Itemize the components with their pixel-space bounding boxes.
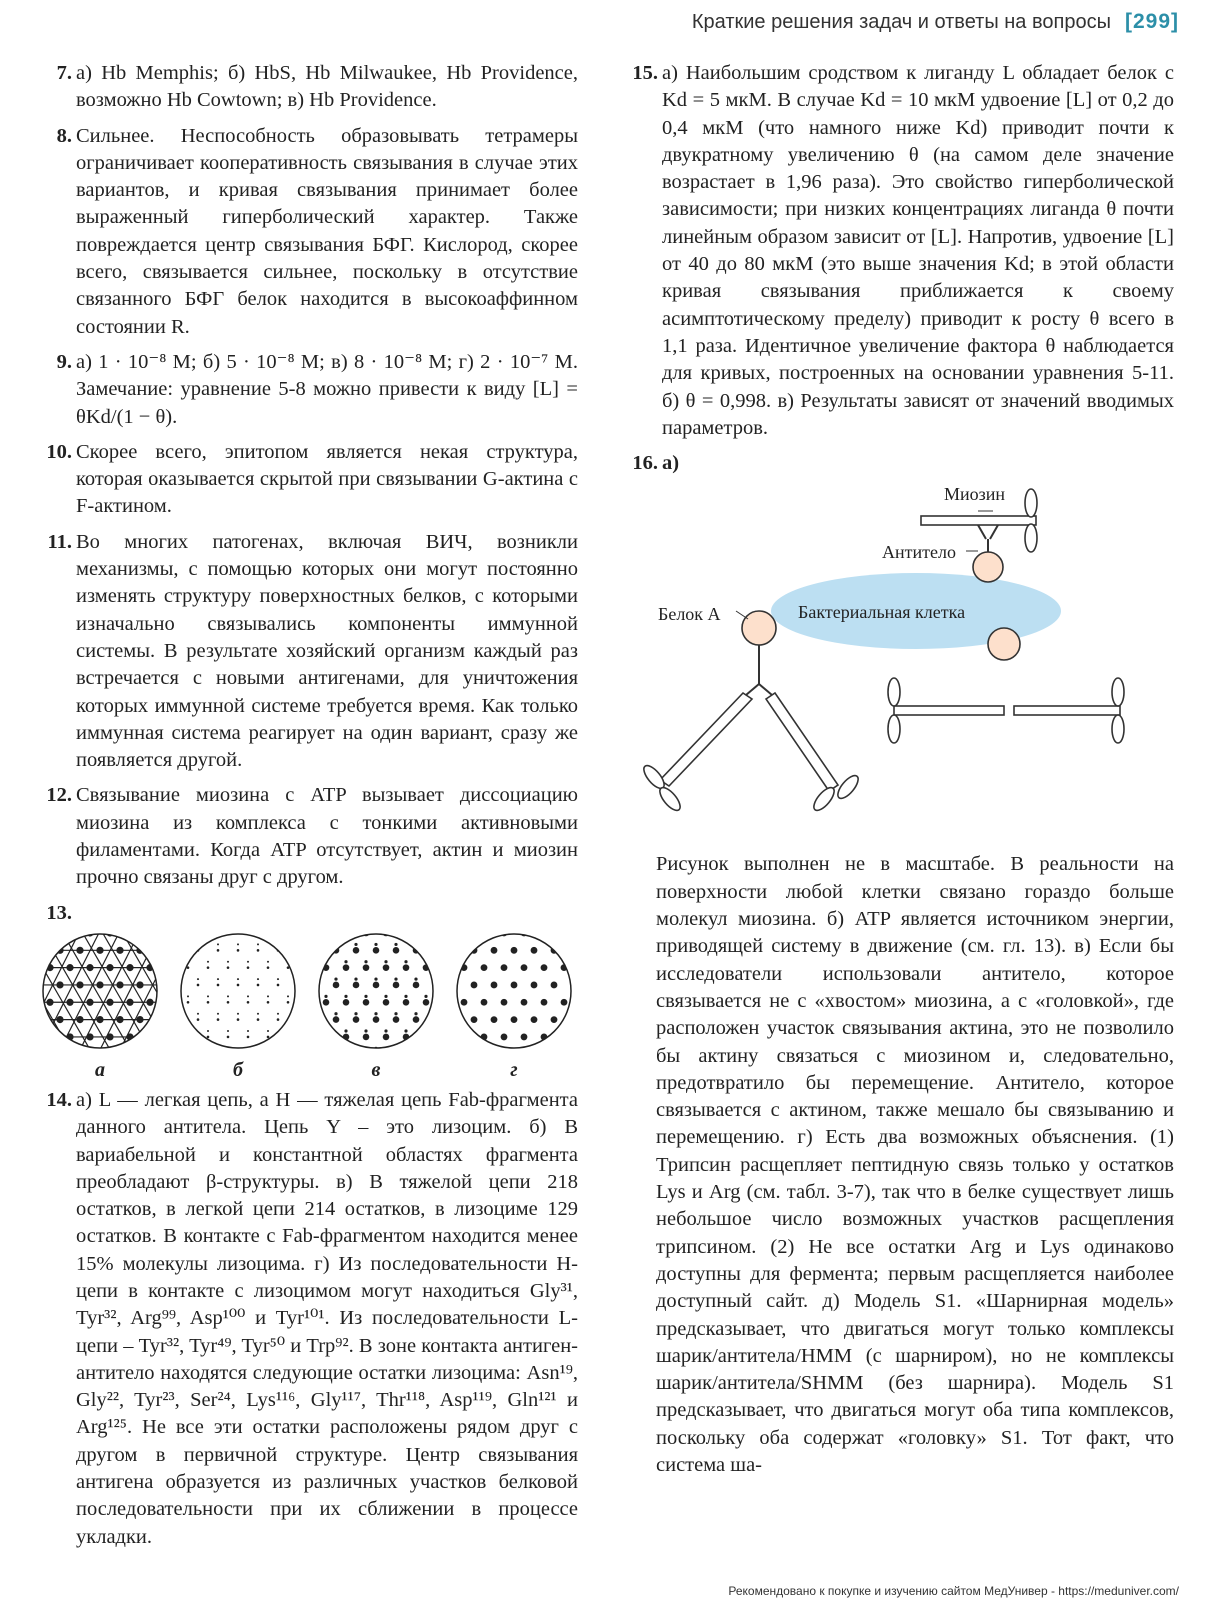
lattice-point xyxy=(344,995,347,998)
lattice-point xyxy=(373,1016,380,1023)
lattice-point xyxy=(541,964,548,971)
answer-16 xyxy=(626,450,1174,477)
lattice-point xyxy=(127,931,133,936)
running-title: Краткие решения задач и ответы на вопросы xyxy=(691,10,1111,33)
lattice-circle-v xyxy=(316,931,436,1051)
lattice-point xyxy=(117,947,123,953)
lattice-point xyxy=(354,977,357,980)
lattice-point xyxy=(316,947,319,954)
lattice-point xyxy=(67,931,73,936)
lattice-point xyxy=(461,931,468,936)
lattice-point xyxy=(277,1013,279,1015)
lattice-point xyxy=(383,999,390,1006)
lattice-point xyxy=(481,964,488,971)
lattice-point xyxy=(511,1016,518,1023)
lattice-point xyxy=(147,1034,153,1040)
lattice-point xyxy=(197,984,200,987)
lattice-point xyxy=(227,1036,230,1039)
lattice-point xyxy=(87,999,93,1005)
lattice-point xyxy=(471,981,478,988)
lattice-point xyxy=(413,982,420,989)
answer-16-continued xyxy=(626,851,1174,1479)
answer-number: 15. xyxy=(632,62,658,84)
figure-13 xyxy=(40,931,578,1081)
lattice-point xyxy=(551,981,558,988)
lattice-point xyxy=(77,982,83,988)
lattice-point xyxy=(97,947,103,953)
lattice-point xyxy=(461,1033,468,1040)
lattice-point xyxy=(423,999,430,1006)
lattice-point xyxy=(374,943,377,946)
lattice-point xyxy=(323,1034,330,1041)
lattice-point xyxy=(287,1001,290,1004)
lattice-point xyxy=(501,1033,508,1040)
lattice-point xyxy=(227,995,229,997)
lattice-circle-b xyxy=(178,931,298,1051)
lattice-point xyxy=(207,1036,210,1039)
lattice-point xyxy=(471,1016,478,1023)
lattice-point xyxy=(247,966,250,969)
lattice-line xyxy=(40,931,50,1051)
lattice-point xyxy=(117,982,123,988)
lattice-point xyxy=(77,947,83,953)
lattice-point xyxy=(287,932,290,935)
lattice-point xyxy=(237,984,240,987)
figure-label-b: б xyxy=(233,1058,243,1081)
lattice-point xyxy=(247,932,250,935)
lattice-line xyxy=(150,931,160,1051)
lattice-point xyxy=(353,982,360,989)
lattice-point xyxy=(197,1013,199,1015)
lattice-point xyxy=(414,977,417,980)
lattice-point xyxy=(187,1001,190,1004)
answer-15 xyxy=(626,60,1174,442)
lattice-point xyxy=(277,978,279,980)
answer-number: 13. xyxy=(46,901,72,924)
lattice-point xyxy=(297,1047,298,1049)
lattice-point xyxy=(334,943,337,946)
lattice-point xyxy=(531,1016,538,1023)
lattice-point xyxy=(363,964,370,971)
lattice-point xyxy=(521,999,528,1006)
lattice-point xyxy=(423,931,430,936)
lattice-point xyxy=(316,943,318,946)
lattice-point xyxy=(237,949,240,952)
myosin-antibody-diagram xyxy=(626,481,1174,851)
lattice-point xyxy=(551,1016,558,1023)
lattice-point xyxy=(107,999,113,1005)
lattice-point xyxy=(414,943,417,946)
lattice-point xyxy=(247,995,249,997)
lattice-point xyxy=(127,999,133,1005)
lattice-point xyxy=(178,984,179,987)
lattice-point xyxy=(297,984,298,987)
lattice-point xyxy=(77,1017,83,1023)
lattice-point xyxy=(257,984,260,987)
lattice-line xyxy=(40,931,50,1050)
lattice-point xyxy=(334,977,337,980)
lattice-point xyxy=(57,1017,63,1023)
lattice-point xyxy=(424,995,427,998)
lattice-circle-g xyxy=(454,931,574,1051)
lattice-line xyxy=(40,931,70,1051)
lattice-point xyxy=(423,1034,430,1041)
answer-text: Во многих патогенах, включая ВИЧ, возникли механизмы, с помощью которых они могут постоянно изменять структуру поверхностных белков, с которыми изначально связывались компоненты иммунной системы. В результате хозяйский организм каждый раз встречается с новыми антигенами, для уничтожения которых иммунной системе требуется время. Как только иммунная система реагирует на один вариант, сразу же появляется другой. xyxy=(76,530,578,772)
lattice-point xyxy=(393,1016,400,1023)
lattice-point xyxy=(434,977,436,980)
lattice-point xyxy=(334,1012,337,1015)
myosin-left-pair xyxy=(640,693,861,814)
lattice-point xyxy=(257,943,259,945)
page-header xyxy=(692,6,1179,38)
answer-11 xyxy=(40,529,578,775)
lattice-point xyxy=(481,931,488,936)
lattice-point xyxy=(561,999,568,1006)
lattice-point xyxy=(47,1034,53,1040)
lattice-point xyxy=(247,1036,250,1039)
lattice-point xyxy=(501,999,508,1006)
lattice-point xyxy=(344,960,347,963)
lattice-point xyxy=(403,999,410,1006)
lattice-point xyxy=(394,977,397,980)
lattice-point xyxy=(521,964,528,971)
lattice-point xyxy=(333,982,340,989)
protein-a-left xyxy=(742,611,776,645)
lattice-point xyxy=(227,1001,230,1004)
lattice-point xyxy=(424,1029,427,1032)
lattice-point xyxy=(434,1047,436,1050)
lattice-point xyxy=(107,965,113,971)
lattice-point xyxy=(247,1001,250,1004)
lattice-point xyxy=(267,932,270,935)
lattice-point xyxy=(217,1013,219,1015)
lattice-point xyxy=(404,995,407,998)
lattice-point xyxy=(287,1030,289,1032)
lattice-point xyxy=(257,1047,259,1049)
lattice-point xyxy=(217,978,219,980)
lattice-line xyxy=(40,931,70,1050)
lattice-point xyxy=(217,1018,220,1021)
answer-text: Скорее всего, эпитопом является некая структура, которая оказывается скрытой при связывании G-актина с F-актином. xyxy=(76,440,578,518)
lattice-point xyxy=(227,966,230,969)
answer-text: Рисунок выполнен не в масштабе. В реальности на поверхности любой клетки связано гораздо больше молекул миозина. б) ATP является источником энергии, приводящей систему в движение (см. гл. 13). в) Если бы исследователи использовали антитело, которое связывается не с «хвостом» миозина, а с «головкой», где расположен участок связывания актина, это не позволило бы актину связаться с миозином и, следовательно, предотвратило бы перемещение. Антитело, которое связывается с актином, также мешало бы связыванию и перемещению. г) Есть два возможных объяснения. (1) Трипсин расщепляет пептидную связь только у остатков Lys и Arg (см. табл. 3-7), так что в белке существует лишь небольшое число возможных участков расщепления трипсином. (2) Не все остатки Arg и Lys одинаково доступны для фермента; первым расщепляется наиболее доступный сайт. д) Модель S1. «Шарнирная модель» предсказывает, что двигаться могут только комплексы шарик/антитела/HMM (с шарниром), но не комплексы шарик/антитела/SHMM (без шарнира). Модель S1 предсказывает, что двигаться могут оба типа комплексов, поскольку оба содержат «головку» S1. Тот факт, что система ша- xyxy=(656,853,1174,1476)
lattice-point xyxy=(107,1034,113,1040)
lattice-point xyxy=(257,978,259,980)
lattice-point xyxy=(137,982,143,988)
lattice-point xyxy=(384,995,387,998)
answer-7 xyxy=(40,60,578,115)
lattice-point xyxy=(511,947,518,954)
lattice-point xyxy=(197,978,199,980)
lattice-point xyxy=(354,943,357,946)
answer-text: а) Наибольшим сродством к лиганду L обладает белок с Kd = 5 мкМ. В случае Kd = 10 мкМ удвоение [L] от 0,2 до 0,4 мкМ (что намного ниже Kd) приводит почти к двукратному увеличению θ (на самом деле значение возрастает в 1,96 раза). Это свойство гиперболической зависимости; при низких концентрациях лиганда θ почти линейным образом зависит от [L]. Напротив, удвоение [L] от 40 до 80 мкМ (это выше значения Kd; в этой области кривая связывания приближается к своему асимптотическому пределу) приводит к росту θ всего в 1,1 раза. Идентичное увеличение фактора θ наблюдается для кривых, построенных на основании уравнения 5-11. б) θ = 0,998. в) Результаты зависят от значений вводимых параметров. xyxy=(662,62,1174,439)
label-myosin: Миозин xyxy=(944,484,1006,505)
lattice-point xyxy=(394,943,397,946)
lattice-point xyxy=(383,1034,390,1041)
lattice-point xyxy=(334,1047,337,1050)
lattice-point xyxy=(217,984,220,987)
page-number: [299] xyxy=(1124,10,1179,33)
lattice-point xyxy=(178,1013,179,1015)
lattice-point xyxy=(354,1012,357,1015)
lattice-point xyxy=(364,995,367,998)
lattice-point xyxy=(297,949,298,952)
lattice-point xyxy=(491,1016,498,1023)
lattice-point xyxy=(374,1012,377,1015)
lattice-point xyxy=(47,931,53,936)
figure-label-g: г xyxy=(510,1058,518,1081)
lattice-point xyxy=(257,949,260,952)
lattice-point xyxy=(247,961,249,963)
lattice-point xyxy=(414,1047,417,1050)
lattice-point xyxy=(267,1001,270,1004)
lattice-point xyxy=(197,1047,199,1049)
answer-text: Связывание миозина с ATP вызывает диссоциацию миозина из комплекса с тонкими активновыми филаментами. Когда ATP отсутствует, актин и миозин прочно связаны друг с другом. xyxy=(76,784,578,889)
lattice-point xyxy=(187,1036,190,1039)
lattice-point xyxy=(287,995,289,997)
lattice-point xyxy=(393,947,400,954)
lattice-point xyxy=(531,947,538,954)
lattice-point xyxy=(491,947,498,954)
lattice-point xyxy=(316,1012,318,1015)
lattice-point xyxy=(277,943,279,945)
antibody-left xyxy=(746,645,772,695)
lattice-point xyxy=(364,1029,367,1032)
lattice-point xyxy=(501,964,508,971)
figure-label-a: а xyxy=(95,1058,105,1081)
lattice-point xyxy=(178,1018,179,1021)
lattice-point xyxy=(207,1030,209,1032)
lattice-point xyxy=(40,1017,43,1023)
lattice-point xyxy=(277,984,280,987)
protein-a-right xyxy=(988,628,1020,660)
lattice-point xyxy=(316,977,318,980)
lattice-point xyxy=(207,1001,210,1004)
answer-number: 11. xyxy=(47,530,72,553)
label-protein-a: Белок A xyxy=(658,604,721,625)
lattice-point xyxy=(316,1047,318,1050)
lattice-point xyxy=(403,964,410,971)
lattice-point xyxy=(541,931,548,936)
lattice-point xyxy=(344,1029,347,1032)
lattice-point xyxy=(257,1018,260,1021)
lattice-point xyxy=(207,961,209,963)
lattice-point xyxy=(343,931,350,936)
lattice-point xyxy=(297,1018,298,1021)
lattice-point xyxy=(117,1017,123,1023)
lattice-point xyxy=(207,932,210,935)
lattice-point xyxy=(47,999,53,1005)
lattice-point xyxy=(147,999,153,1005)
lattice-point xyxy=(247,1030,249,1032)
lattice-point xyxy=(353,1016,360,1023)
protein-a-top xyxy=(973,552,1003,582)
lattice-point xyxy=(374,977,377,980)
lattice-point xyxy=(343,999,350,1006)
lattice-point xyxy=(267,1036,270,1039)
lattice-point xyxy=(363,1034,370,1041)
lattice-point xyxy=(461,999,468,1006)
lattice-circle-a xyxy=(40,931,160,1051)
lattice-point xyxy=(541,999,548,1006)
lattice-point xyxy=(316,1016,319,1023)
lattice-point xyxy=(343,964,350,971)
lattice-point xyxy=(394,1012,397,1015)
answer-number: 10. xyxy=(46,440,72,463)
lattice-line xyxy=(150,931,160,1050)
lattice-point xyxy=(403,931,410,936)
answer-text: а) L — легкая цепь, а H — тяжелая цепь Fab-фрагмента данного антитела. Цепь Y – это лизоцим. б) В вариабельной и константной областях фрагмента преобладают β-структуры. в) В тяжелой цепи 218 остатков, в легкой цепи 214 остатков, в лизоциме 129 остатков. В контакте с Fab-фрагментом находится менее 15% молекулы лизоцима. г) Из последовательности H-цепи в контакте с лизоцимом могут находиться Gly³¹, Tyr³², Arg⁹⁹, Asp¹⁰⁰ и Tyr¹⁰¹. Из последовательности L-цепи – Tyr³², Tyr⁴⁹, Tyr⁵⁰ и Trp⁹². В зоне контакта антиген-антитело находятся следующие остатки лизоцима: Asn¹⁹, Gly²², Tyr²³, Ser²⁴, Lys¹¹⁶, Gly¹¹⁷, Thr¹¹⁸, Asp¹¹⁹, Gln¹²¹ и Arg¹²⁵. Не все эти остатки расположены рядом друг с другом в первичной структуре. Центр связывания антигена образуется из различных участков белковой последовательности при их сближении в процессе укладки. xyxy=(76,1088,578,1548)
lattice-point xyxy=(197,943,199,945)
lattice-point xyxy=(561,1033,568,1040)
lattice-point xyxy=(197,1018,200,1021)
lattice-point xyxy=(207,966,210,969)
lattice-point xyxy=(323,931,330,936)
lattice-point xyxy=(267,1030,269,1032)
lattice-point xyxy=(404,1029,407,1032)
lattice-point xyxy=(157,1017,160,1023)
lattice-point xyxy=(297,1013,298,1015)
lattice-point xyxy=(227,932,230,935)
lattice-point xyxy=(178,978,179,980)
lattice-point xyxy=(87,965,93,971)
answer-text: а) 1 · 10⁻⁸ М; б) 5 · 10⁻⁸ М; в) 8 · 10⁻⁸ М; г) 2 · 10⁻⁷ М. Замечание: уравнение 5-8 можно привести к виду [L] = θKd/(1 − θ). xyxy=(76,350,578,428)
lattice-point xyxy=(147,931,153,936)
lattice-point xyxy=(237,943,239,945)
lattice-point xyxy=(384,1029,387,1032)
lattice-point xyxy=(137,1017,143,1023)
lattice-point xyxy=(383,964,390,971)
answer-14 xyxy=(40,1087,578,1551)
lattice-point xyxy=(217,943,219,945)
lattice-point xyxy=(297,978,298,980)
lattice-point xyxy=(454,947,457,954)
answer-9 xyxy=(40,349,578,431)
lattice-point xyxy=(237,1013,239,1015)
lattice-point xyxy=(481,999,488,1006)
label-antibody: Антитело xyxy=(882,542,956,563)
lattice-point xyxy=(324,995,327,998)
lattice-point xyxy=(521,1033,528,1040)
lattice-point xyxy=(267,995,269,997)
lattice-point xyxy=(207,995,209,997)
lattice-point xyxy=(40,947,43,953)
answer-text: а) Hb Memphis; б) HbS, Hb Milwaukee, Hb Providence, возможно Hb Cowtown; в) Hb Providence. xyxy=(76,62,578,112)
label-bacterial-cell: Бактериальная клетка xyxy=(798,602,966,623)
answer-number: 12. xyxy=(46,784,72,807)
lattice-point xyxy=(178,943,179,945)
lattice-point xyxy=(187,932,190,935)
lattice-point xyxy=(297,943,298,945)
lattice-point xyxy=(277,1018,280,1021)
footer-note: Рекомендовано к покупке и изучению сайтом МедУнивер - https://meduniver.com/ xyxy=(728,1584,1179,1598)
lattice-point xyxy=(267,961,269,963)
answer-8 xyxy=(40,123,578,341)
answer-10 xyxy=(40,439,578,521)
figure-label-v: в xyxy=(371,1058,381,1081)
figure-16-diagram xyxy=(626,481,1174,851)
lattice-point xyxy=(434,1012,436,1015)
lattice-point xyxy=(323,999,330,1006)
answer-12 xyxy=(40,782,578,891)
lattice-point xyxy=(404,960,407,963)
lattice-point xyxy=(571,1016,574,1023)
lattice-point xyxy=(257,1013,259,1015)
lattice-point xyxy=(97,1017,103,1023)
lattice-point xyxy=(267,966,270,969)
lattice-point xyxy=(187,1030,189,1032)
lattice-point xyxy=(413,1016,420,1023)
lattice-point xyxy=(178,1047,179,1049)
answer-number: 16. xyxy=(632,452,658,475)
lattice-point xyxy=(433,1016,436,1023)
lattice-point xyxy=(237,978,239,980)
lattice-point xyxy=(57,982,63,988)
answer-13 xyxy=(40,900,578,927)
lattice-point xyxy=(561,931,568,936)
lattice-point xyxy=(491,981,498,988)
answer-number: 14. xyxy=(46,1088,72,1111)
lattice-point xyxy=(414,1012,417,1015)
lattice-point xyxy=(394,1047,397,1050)
lattice-point xyxy=(227,1030,229,1032)
myosin-right-pair xyxy=(888,678,1124,743)
lattice-point xyxy=(187,995,189,997)
lattice-point xyxy=(454,1016,457,1023)
lattice-point xyxy=(373,947,380,954)
lattice-point xyxy=(67,965,73,971)
leader-protein-a xyxy=(736,611,748,619)
lattice-point xyxy=(433,947,436,954)
lattice-point xyxy=(287,1036,290,1039)
lattice-point xyxy=(353,947,360,954)
answer-number: 7. xyxy=(56,62,72,84)
answer-number: 9. xyxy=(56,350,72,373)
lattice-point xyxy=(434,943,436,946)
lattice-point xyxy=(217,1047,219,1049)
answer-text: Сильнее. Неспособность образовывать тетрамеры ограничивает кооперативность связывания в случае этих вариантов, и кривая связывания принимает более выраженный гиперболический характер. Также повреждается центр связывания БФГ. Кислород, скорее всего, связывается сильнее, поскольку в отсутствие связанного БФГ белок находится в высокоаффинном состоянии R. xyxy=(76,124,578,338)
left-column xyxy=(40,60,578,1559)
antibody-top xyxy=(978,525,998,553)
lattice-point xyxy=(354,1047,357,1050)
lattice-point xyxy=(217,949,220,952)
lattice-point xyxy=(87,1034,93,1040)
lattice-point xyxy=(97,982,103,988)
lattice-point xyxy=(511,981,518,988)
lattice-point xyxy=(393,982,400,989)
lattice-point xyxy=(571,947,574,954)
lattice-point xyxy=(67,999,73,1005)
lattice-point xyxy=(157,947,160,953)
lattice-point xyxy=(127,965,133,971)
lattice-point xyxy=(531,981,538,988)
lattice-point xyxy=(227,961,229,963)
lattice-point xyxy=(364,960,367,963)
answer-number: 8. xyxy=(56,124,72,147)
lattice-point xyxy=(333,1016,340,1023)
lattice-point xyxy=(324,1029,327,1032)
lattice-point xyxy=(373,982,380,989)
lattice-point xyxy=(363,999,370,1006)
lattice-point xyxy=(237,1018,240,1021)
lattice-point xyxy=(178,949,179,952)
answer-subhead: а) xyxy=(662,452,680,475)
lattice-point xyxy=(384,960,387,963)
right-column xyxy=(626,60,1174,1487)
lattice-point xyxy=(277,1047,279,1049)
